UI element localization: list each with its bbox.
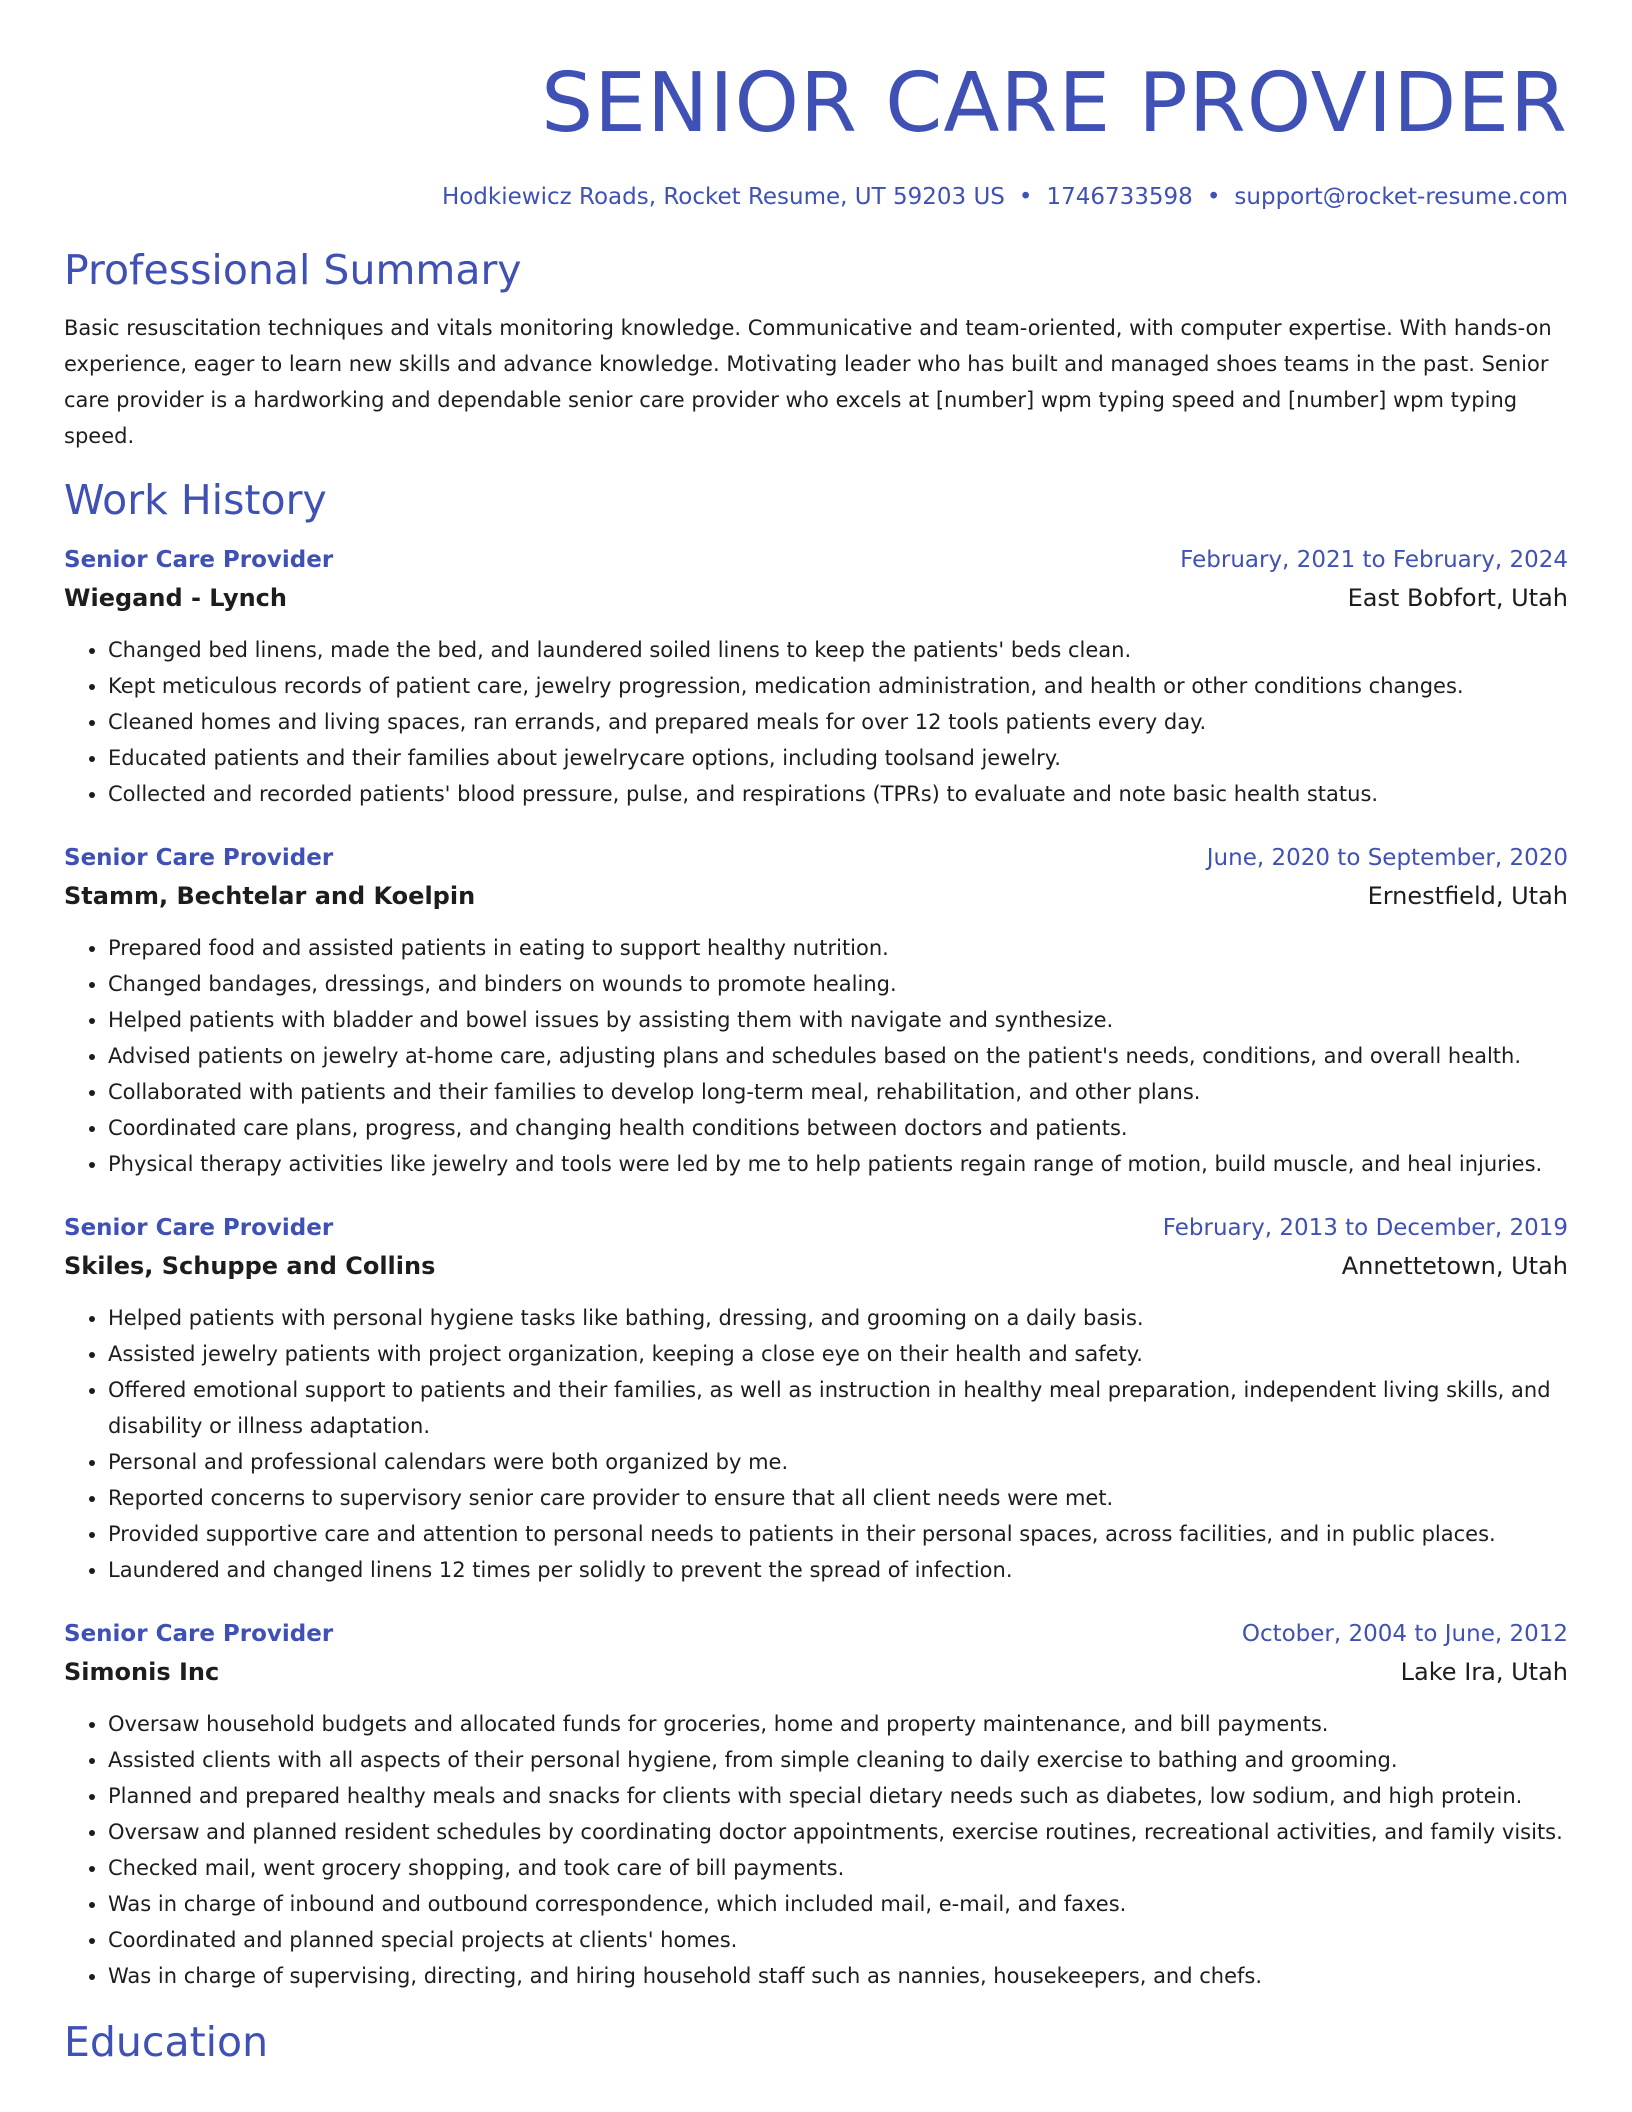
job-bullets xyxy=(64,1706,1568,1994)
job-bullet: • Advised patients on jewelry at-home care, adjusting plans and schedules based on the patient's needs, conditions, and overall health. xyxy=(108,1038,1568,1074)
job-bullet: • Collected and recorded patients' blood pressure, pulse, and respirations (TPRs) to evaluate and note basic health status. xyxy=(108,776,1568,812)
job-header-row xyxy=(64,1618,1568,1650)
job-bullet: • Prepared food and assisted patients in eating to support healthy nutrition. xyxy=(108,930,1568,966)
job-bullet: • Offered emotional support to patients and their families, as well as instruction in healthy meal preparation, independent living skills, and disability or illness adaptation. xyxy=(108,1372,1568,1444)
job-bullet: • Coordinated and planned special projects at clients' homes. xyxy=(108,1922,1568,1958)
job-header-row xyxy=(64,842,1568,874)
job-company: Skiles, Schuppe and Collins xyxy=(64,1252,436,1280)
job-bullet: • Was in charge of inbound and outbound correspondence, which included mail, e-mail, and faxes. xyxy=(108,1886,1568,1922)
job-entry xyxy=(64,842,1568,1182)
section-title-summary: Professional Summary xyxy=(64,246,522,294)
job-company-row xyxy=(64,582,1568,614)
summary-text: Basic resuscitation techniques and vitals monitoring knowledge. Communicative and team-oriented, with computer expertise. With hands-on experience, eager to learn new skills and advance knowledge. Motivating leader who has built and managed shoes teams in the past. Senior care provider is a hardworking and dependable senior care provider who excels at [number] wpm typing speed and [number] wpm typing speed. xyxy=(64,316,1552,448)
job-bullet: • Physical therapy activities like jewelry and tools were led by me to help patients regain range of motion, build muscle, and heal injuries. xyxy=(108,1146,1568,1182)
job-company-row xyxy=(64,880,1568,912)
job-dates: June, 2020 to September, 2020 xyxy=(1206,845,1568,871)
job-bullet: • Personal and professional calendars were both organized by me. xyxy=(108,1444,1568,1480)
contact-separator: • xyxy=(1018,184,1033,210)
job-bullet: • Cleaned homes and living spaces, ran errands, and prepared meals for over 12 tools patients every day. xyxy=(108,704,1568,740)
job-bullet: • Reported concerns to supervisory senior care provider to ensure that all client needs were met. xyxy=(108,1480,1568,1516)
job-bullet: • Assisted clients with all aspects of their personal hygiene, from simple cleaning to daily exercise to bathing and grooming. xyxy=(108,1742,1568,1778)
job-bullet: • Educated patients and their families about jewelrycare options, including toolsand jewelry. xyxy=(108,740,1568,776)
job-bullet: • Kept meticulous records of patient care, jewelry progression, medication administration, and health or other conditions changes. xyxy=(108,668,1568,704)
resume-name: SENIOR CARE PROVIDER xyxy=(541,56,1568,151)
job-header-row xyxy=(64,544,1568,576)
job-bullet: • Assisted jewelry patients with project organization, keeping a close eye on their health and safety. xyxy=(108,1336,1568,1372)
contact-separator: • xyxy=(1206,184,1221,210)
job-company-row xyxy=(64,1250,1568,1282)
job-bullet: • Checked mail, went grocery shopping, and took care of bill payments. xyxy=(108,1850,1568,1886)
job-bullet: • Helped patients with bladder and bowel issues by assisting them with navigate and synthesize. xyxy=(108,1002,1568,1038)
job-bullet: • Helped patients with personal hygiene tasks like bathing, dressing, and grooming on a daily basis. xyxy=(108,1300,1568,1336)
job-location: Ernestfield, Utah xyxy=(1367,882,1568,910)
job-location: East Bobfort, Utah xyxy=(1347,584,1568,612)
job-location: Lake Ira, Utah xyxy=(1400,1658,1568,1686)
job-location: Annettetown, Utah xyxy=(1341,1252,1568,1280)
contact-line xyxy=(64,182,1568,212)
resume-header xyxy=(64,0,1568,212)
job-bullet: • Provided supportive care and attention to personal needs to patients in their personal spaces, across facilities, and in public places. xyxy=(108,1516,1568,1552)
job-dates: February, 2013 to December, 2019 xyxy=(1162,1215,1568,1241)
contact-phone: 1746733598 xyxy=(1046,184,1193,210)
job-header-row xyxy=(64,1212,1568,1244)
job-entry xyxy=(64,1212,1568,1588)
job-dates: October, 2004 to June, 2012 xyxy=(1241,1621,1568,1647)
job-title: Senior Care Provider xyxy=(64,1621,334,1647)
job-bullets xyxy=(64,1300,1568,1588)
job-entry xyxy=(64,1618,1568,1994)
job-company: Simonis Inc xyxy=(64,1658,220,1686)
job-company: Wiegand - Lynch xyxy=(64,584,287,612)
job-title: Senior Care Provider xyxy=(64,547,334,573)
job-bullet: • Changed bed linens, made the bed, and laundered soiled linens to keep the patients' beds clean. xyxy=(108,632,1568,668)
job-bullet: • Was in charge of supervising, directing, and hiring household staff such as nannies, housekeepers, and chefs. xyxy=(108,1958,1568,1994)
job-bullet: • Oversaw and planned resident schedules by coordinating doctor appointments, exercise routines, recreational activities, and family visits. xyxy=(108,1814,1568,1850)
job-entry xyxy=(64,544,1568,812)
job-company-row xyxy=(64,1656,1568,1688)
job-bullet: • Oversaw household budgets and allocated funds for groceries, home and property maintenance, and bill payments. xyxy=(108,1706,1568,1742)
job-title: Senior Care Provider xyxy=(64,1215,334,1241)
job-bullets xyxy=(64,632,1568,812)
contact-email[interactable]: support@rocket-resume.com xyxy=(1234,184,1568,210)
job-bullet: • Coordinated care plans, progress, and changing health conditions between doctors and patients. xyxy=(108,1110,1568,1146)
job-bullet: • Collaborated with patients and their families to develop long-term meal, rehabilitation, and other plans. xyxy=(108,1074,1568,1110)
job-bullet: • Planned and prepared healthy meals and snacks for clients with special dietary needs such as diabetes, low sodium, and high protein. xyxy=(108,1778,1568,1814)
job-bullet: • Changed bandages, dressings, and binders on wounds to promote healing. xyxy=(108,966,1568,1002)
section-title-work-history: Work History xyxy=(64,476,327,524)
section-title-education: Education xyxy=(64,2018,269,2066)
job-bullet: • Laundered and changed linens 12 times per solidly to prevent the spread of infection. xyxy=(108,1552,1568,1588)
work-history-list xyxy=(64,544,1568,1994)
contact-address: Hodkiewicz Roads, Rocket Resume, UT 59203 US xyxy=(441,184,1005,210)
resume-page xyxy=(64,0,1568,2068)
job-company: Stamm, Bechtelar and Koelpin xyxy=(64,882,476,910)
job-title: Senior Care Provider xyxy=(64,845,334,871)
job-bullets xyxy=(64,930,1568,1182)
job-dates: February, 2021 to February, 2024 xyxy=(1180,547,1568,573)
